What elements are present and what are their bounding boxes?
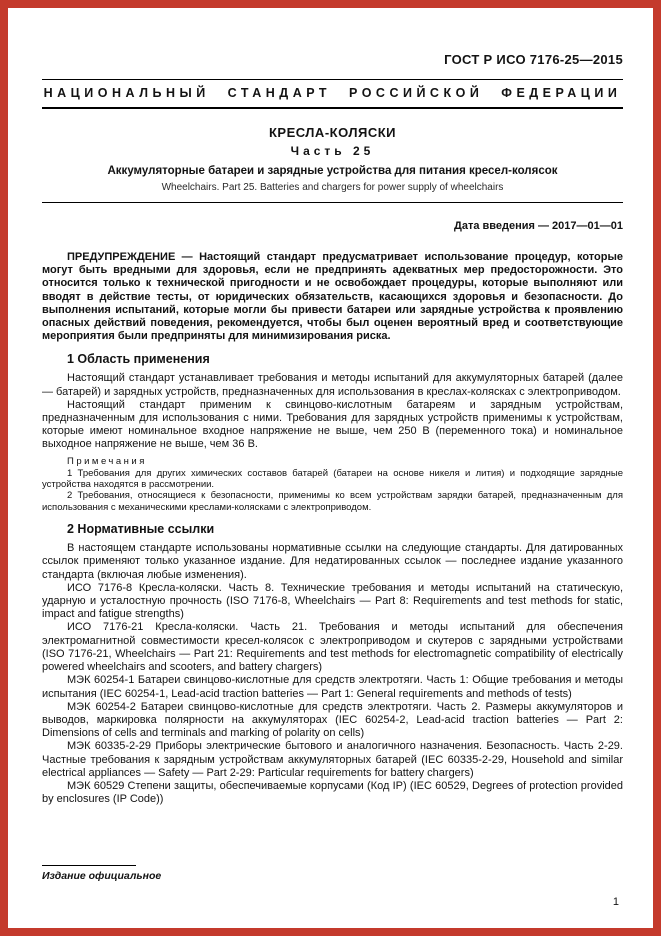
standard-title: КРЕСЛА-КОЛЯСКИ (268, 125, 397, 140)
federation-banner-block (42, 79, 623, 109)
standard-part: Часть 25 (290, 144, 375, 158)
reference-item-5: МЭК 60335-2-29 Приборы электрические бытового и аналогичного назначения. Безопасность. Часть 2-29. Частные требования к зарядным устройствам аккумуляторных батарей (IEC 60335-2-29, Household and similar electrical appliances — Safety — Part 2-29: Particular requirements for battery chargers) (42, 740, 623, 779)
reference-item-1: ИСО 7176-8 Кресла-коляски. Часть 8. Технические требования и методы испытаний на статическую, ударную и усталостную прочность (ISO 7176-8, Wheelchairs — Part 8: Requirements and test methods for static, impact and fatigue strengths) (42, 581, 623, 621)
page-number: 1 (612, 896, 619, 908)
reference-item-4: МЭК 60254-2 Батареи свинцово-кислотные для средств электротяги. Часть 2. Размеры аккумуляторов и выводов, маркировка полярности на аккумуляторах (IEC 60254-2, Lead-acid traction batteries — Part 2: Dimensions of cells and terminals and marking of polarity on cells) (42, 700, 623, 740)
scope-paragraph-1: Настоящий стандарт устанавливает требования и методы испытаний для аккумуляторных батарей (далее — батарей) и зарядных устройств, предназначенных для использования в креслах-колясках с электроприводом. (42, 372, 623, 398)
reference-item-2: ИСО 7176-21 Кресла-коляски. Часть 21. Требования и методы испытаний для обеспечения электромагнитной совместимости кресел-колясок с электроприводом и скутеров с зарядными устройствами (ISO 7176-21, Wheelchairs — Part 21: Requirements and test methods for electromagnetic compatibility of electrically powered wheelchairs and scooters, and battery chargers) (42, 621, 623, 674)
section-1-heading: 1 Область применения (67, 352, 210, 367)
standard-subtitle: Аккумуляторные батареи и зарядные устройства для питания кресел-колясок (107, 165, 558, 177)
reference-item-3: МЭК 60254-1 Батареи свинцово-кислотные для средств электротяги. Часть 1: Общие требования и методы испытания (IEC 60254-1, Lead-acid traction batteries — Part 1: General requirements and methods of tests) (42, 674, 623, 700)
references-intro: В настоящем стандарте использованы нормативные ссылки на следующие стандарты. Для датированных ссылок применяют только указанное издание. Для недатированных ссылок — последнее издание указанного стандарта (включая любые изменения). (42, 542, 623, 581)
reference-item-6: МЭК 60529 Степени защиты, обеспечиваемые корпусами (Код IP) (IEC 60529, Degrees of protection provided by enclosures (IP Code)) (42, 779, 623, 806)
edition-label: Издание официальное (42, 870, 162, 882)
page-footer (42, 857, 623, 908)
notes-block (42, 456, 623, 514)
section-2-heading: 2 Нормативные ссылки (67, 522, 215, 537)
notes-label: Примечания (67, 455, 147, 467)
title-divider (42, 202, 623, 203)
title-block (42, 125, 623, 193)
note-item-1: 1 Требования для других химических составов батарей (батареи на основе никеля и лития) и подходящие зарядные устройства находятся в рассмотрении. (42, 467, 623, 491)
warning-paragraph: ПРЕДУПРЕЖДЕНИЕ — Настоящий стандарт предусматривает использование процедур, которые могут быть вредными для здоровья, если не предпринять адекватных мер предосторожности. Это относится только к технической пригодности и не освобождает процедуры, которые выполняют или вводят в действие тесты, от юридических обязательств, касающихся здоровья и безопасности. До выполнения испытаний, которые могли бы привести батареи или зарядные устройства к проявлению опасных действий поведения, рекомендуется, чтобы был оценен вероятный вред и соответствующие мероприятия были предприняты для минимизирования риска. (42, 251, 623, 343)
scope-paragraph-2: Настоящий стандарт применим к свинцово-кислотным батареям и зарядным устройствам, предназначенным для использования с ними. Требования для зарядных устройств применимы к устройствам, которые имеют номинальное входное напряжение не выше, чем 250 В (переменного тока) и номинальное выходное напряжение не выше, чем 36 В. (42, 398, 623, 451)
doc-code: ГОСТ Р ИСО 7176-25—2015 (444, 52, 623, 67)
note-item-2: 2 Требования, относящиеся к безопасности, применимы ко всем устройствам зарядки батарей, предназначенным для использования с механическими креслами-колясками с электроприводом. (42, 490, 623, 513)
footer-rule (42, 865, 136, 866)
federation-banner: НАЦИОНАЛЬНЫЙ СТАНДАРТ РОССИЙСКОЙ ФЕДЕРАЦИИ (43, 86, 622, 100)
effective-date: Дата введения — 2017—01—01 (454, 220, 623, 232)
document-content (42, 52, 623, 806)
standard-subtitle-en: Wheelchairs. Part 25. Batteries and chargers for power supply of wheelchairs (161, 182, 504, 193)
